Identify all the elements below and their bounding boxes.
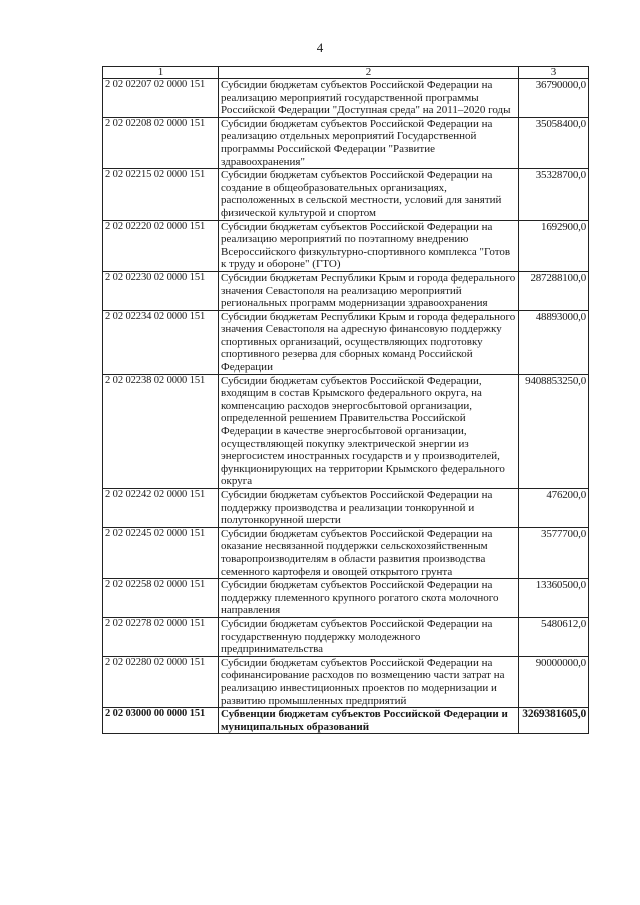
item-amount: 35058400,0	[519, 117, 589, 168]
item-amount: 9408853250,0	[519, 374, 589, 488]
budget-code: 2 02 02234 02 0000 151	[103, 310, 219, 374]
item-name: Субсидии бюджетам субъектов Российской Федерации на поддержку племенного крупного рогатого скота молочного направления	[219, 579, 519, 618]
item-name: Субсидии бюджетам субъектов Российской Федерации на поддержку производства и реализации тонкорунной и полутонкорунной шерсти	[219, 489, 519, 528]
item-name: Субсидии бюджетам субъектов Российской Федерации на государственную поддержку молодежного предпринимательства	[219, 617, 519, 656]
table-row	[103, 220, 589, 271]
table-row	[103, 271, 589, 310]
item-name: Субсидии бюджетам субъектов Российской Федерации на оказание несвязанной поддержки сельскохозяйственным товаропроизводителям в области развития производства семенного картофеля и овощей открытого грунта	[219, 527, 519, 578]
item-name: Субсидии бюджетам субъектов Российской Федерации на реализацию мероприятий по поэтапному внедрению Всероссийского физкультурно-спортивного комплекса "Готов к труду и обороне" (ГТО)	[219, 220, 519, 271]
column-header-2: 2	[219, 67, 519, 79]
table-row	[103, 527, 589, 578]
table-row	[103, 79, 589, 118]
column-header-3: 3	[519, 67, 589, 79]
item-amount: 90000000,0	[519, 656, 589, 707]
page-number: 4	[316, 40, 324, 55]
budget-code: 2 02 02242 02 0000 151	[103, 489, 219, 528]
budget-code: 2 02 02215 02 0000 151	[103, 169, 219, 220]
item-amount: 5480612,0	[519, 617, 589, 656]
budget-code: 2 02 02258 02 0000 151	[103, 579, 219, 618]
budget-code: 2 02 02208 02 0000 151	[103, 117, 219, 168]
column-header-1: 1	[103, 67, 219, 79]
budget-code: 2 02 02245 02 0000 151	[103, 527, 219, 578]
item-amount: 36790000,0	[519, 79, 589, 118]
table-row	[103, 374, 589, 488]
item-name: Субсидии бюджетам Республики Крым и города федерального значения Севастополя на адресную финансовую поддержку спортивных организаций, осуществляющих подготовку спортивного резерва для сборных команд Российской Федерации	[219, 310, 519, 374]
table-header-row	[103, 67, 589, 79]
total-name: Субвенции бюджетам субъектов Российской Федерации и муниципальных образований	[219, 708, 519, 734]
total-code: 2 02 03000 00 0000 151	[103, 708, 219, 734]
table-row	[103, 656, 589, 707]
item-amount: 476200,0	[519, 489, 589, 528]
item-amount: 48893000,0	[519, 310, 589, 374]
item-amount: 3577700,0	[519, 527, 589, 578]
table-row	[103, 117, 589, 168]
item-amount: 1692900,0	[519, 220, 589, 271]
item-name: Субсидии бюджетам субъектов Российской Федерации на реализацию мероприятий государственной программы Российской Федерации "Доступная среда" на 2011–2020 годы	[219, 79, 519, 118]
budget-code: 2 02 02220 02 0000 151	[103, 220, 219, 271]
table-row	[103, 310, 589, 374]
budget-table	[102, 66, 589, 734]
item-amount: 287288100,0	[519, 271, 589, 310]
budget-code: 2 02 02207 02 0000 151	[103, 79, 219, 118]
item-name: Субсидии бюджетам субъектов Российской Федерации на создание в общеобразовательных организациях, расположенных в сельской местности, условий для занятий физической культурой и спортом	[219, 169, 519, 220]
budget-code: 2 02 02280 02 0000 151	[103, 656, 219, 707]
item-name: Субсидии бюджетам Республики Крым и города федерального значения Севастополя на реализацию мероприятий региональных программ модернизации здравоохранения	[219, 271, 519, 310]
table-total-row	[103, 708, 589, 734]
table-row	[103, 579, 589, 618]
table-row	[103, 489, 589, 528]
table-row	[103, 617, 589, 656]
table-row	[103, 169, 589, 220]
item-amount: 35328700,0	[519, 169, 589, 220]
item-name: Субсидии бюджетам субъектов Российской Федерации на софинансирование расходов по возмещению части затрат на реализацию инвестиционных проектов по модернизации и развитию промышленных предприятий	[219, 656, 519, 707]
budget-code: 2 02 02238 02 0000 151	[103, 374, 219, 488]
total-amount: 3269381605,0	[519, 708, 589, 734]
budget-code: 2 02 02278 02 0000 151	[103, 617, 219, 656]
budget-code: 2 02 02230 02 0000 151	[103, 271, 219, 310]
item-amount: 13360500,0	[519, 579, 589, 618]
item-name: Субсидии бюджетам субъектов Российской Федерации на реализацию отдельных мероприятий Государственной программы Российской Федерации "Развитие здравоохранения"	[219, 117, 519, 168]
item-name: Субсидии бюджетам субъектов Российской Федерации, входящим в состав Крымского федерального округа, на компенсацию расходов энергосбытовой организации, определенной решением Правительства Российской Федерации в качестве энергосбытовой организации, осуществляющей покупку электрической энергии из энергосистем иностранных государств и у производителей, функционирующих на территории Крымского федерального округа	[219, 374, 519, 488]
